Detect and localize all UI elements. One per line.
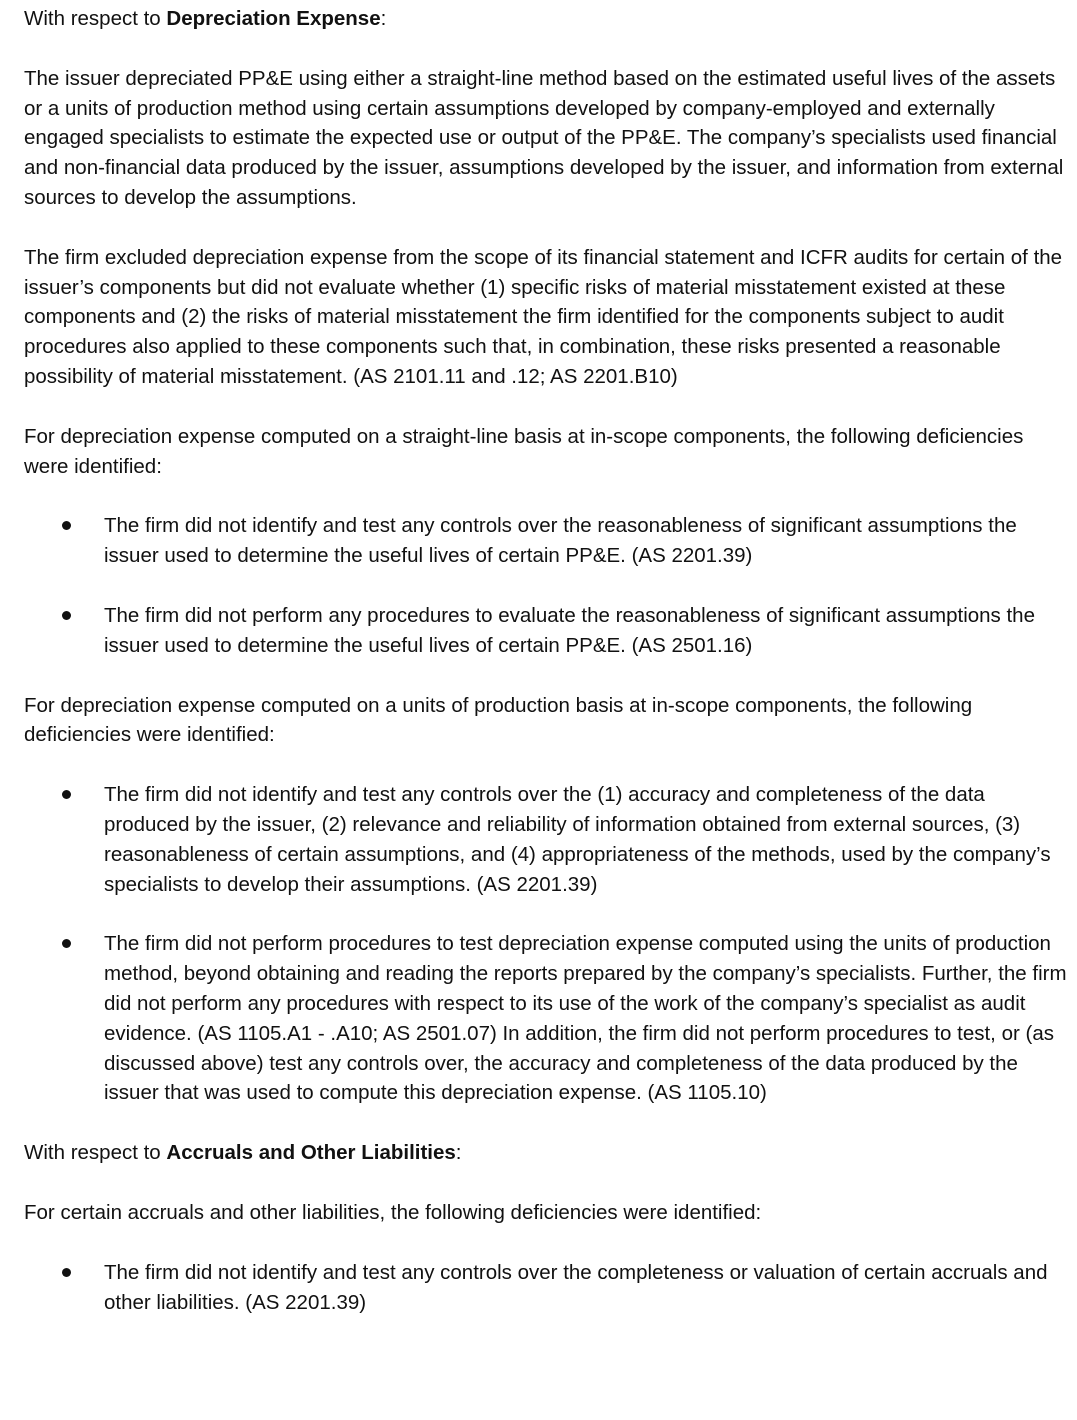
bullet-icon — [62, 611, 71, 620]
list-item-text: The firm did not perform any procedures to evaluate the reasonableness of significant assumptions the issuer used to determine the useful lives of certain PP&E. (AS 2501.16) — [104, 603, 1035, 657]
scope-exclusion-paragraph: The firm excluded depreciation expense from the scope of its financial statement and ICFR audits for certain of the issuer’s components but did not evaluate whether (1) specific risks of material misstatement existed at these components and (2) the risks of material misstatement the firm identified for the components subject to audit procedures also applied to these components such that, in combination, these risks presented a reasonable possibility of material misstatement. (AS 2101.11 and .12; AS 2201.B10) — [24, 245, 1063, 388]
heading-prefix: With respect to — [24, 7, 167, 30]
straight-line-intro: For depreciation expense computed on a straight-line basis at in-scope components, the following deficiencies were identified: — [24, 424, 1024, 478]
list-item-text: The firm did not identify and test any controls over the (1) accuracy and completeness of the data produced by the issuer, (2) relevance and reliability of information obtained from external sources, (3) reasonableness of certain assumptions, and (4) appropriateness of the methods, used by the company’s specialists to develop their assumptions. (AS 2201.39) — [104, 783, 1051, 896]
list-item-text: The firm did not identify and test any controls over the completeness or valuation of certain accruals and other liabilities. (AS 2201.39) — [104, 1260, 1048, 1314]
accruals-heading — [24, 1138, 1067, 1168]
units-of-production-deficiency-list — [24, 780, 1067, 1108]
bullet-icon — [62, 939, 71, 948]
bullet-icon — [62, 521, 71, 530]
list-item — [24, 1258, 1067, 1318]
heading-suffix: : — [380, 7, 387, 30]
accruals-deficiency-list — [24, 1258, 1067, 1318]
heading-bold-term: Depreciation Expense — [166, 7, 381, 30]
list-item — [24, 929, 1067, 1108]
accruals-intro: For certain accruals and other liabilities, the following deficiencies were identified: — [24, 1200, 762, 1224]
units-of-production-intro: For depreciation expense computed on a units of production basis at in-scope components, the following deficiencies were identified: — [24, 693, 973, 747]
heading-prefix: With respect to — [24, 1141, 167, 1165]
list-item — [24, 780, 1067, 899]
bullet-icon — [62, 790, 71, 799]
list-item — [24, 511, 1067, 571]
heading-bold-term: Accruals and Other Liabilities — [166, 1141, 456, 1165]
straight-line-deficiency-list — [24, 511, 1067, 660]
list-item-text: The firm did not perform procedures to test depreciation expense computed using the units of production method, beyond obtaining and reading the reports prepared by the company’s specialists. Further, the firm did not perform any procedures with respect to its use of the work of the company’s specialist as audit evidence. (AS 1105.A1 - .A10; AS 2501.07) In addition, the firm did not perform procedures to test, or (as discussed above) test any controls over, the accuracy and completeness of the data produced by the issuer that was used to compute this depreciation expense. (AS 1105.10) — [104, 932, 1067, 1105]
depreciation-heading — [24, 4, 1067, 34]
depreciation-method-paragraph: The issuer depreciated PP&E using either a straight-line method based on the estimated useful lives of the assets or a units of production method using certain assumptions developed by company-employed and externally engaged specialists to estimate the expected use or output of the PP&E. The company’s specialists used financial and non-financial data produced by the issuer, assumptions developed by the issuer, and information from external sources to develop the assumptions. — [24, 66, 1064, 209]
list-item-text: The firm did not identify and test any controls over the reasonableness of significant assumptions the issuer used to determine the useful lives of certain PP&E. (AS 2201.39) — [104, 514, 1017, 568]
heading-suffix: : — [455, 1141, 462, 1165]
list-item — [24, 601, 1067, 661]
bullet-icon — [62, 1268, 71, 1277]
